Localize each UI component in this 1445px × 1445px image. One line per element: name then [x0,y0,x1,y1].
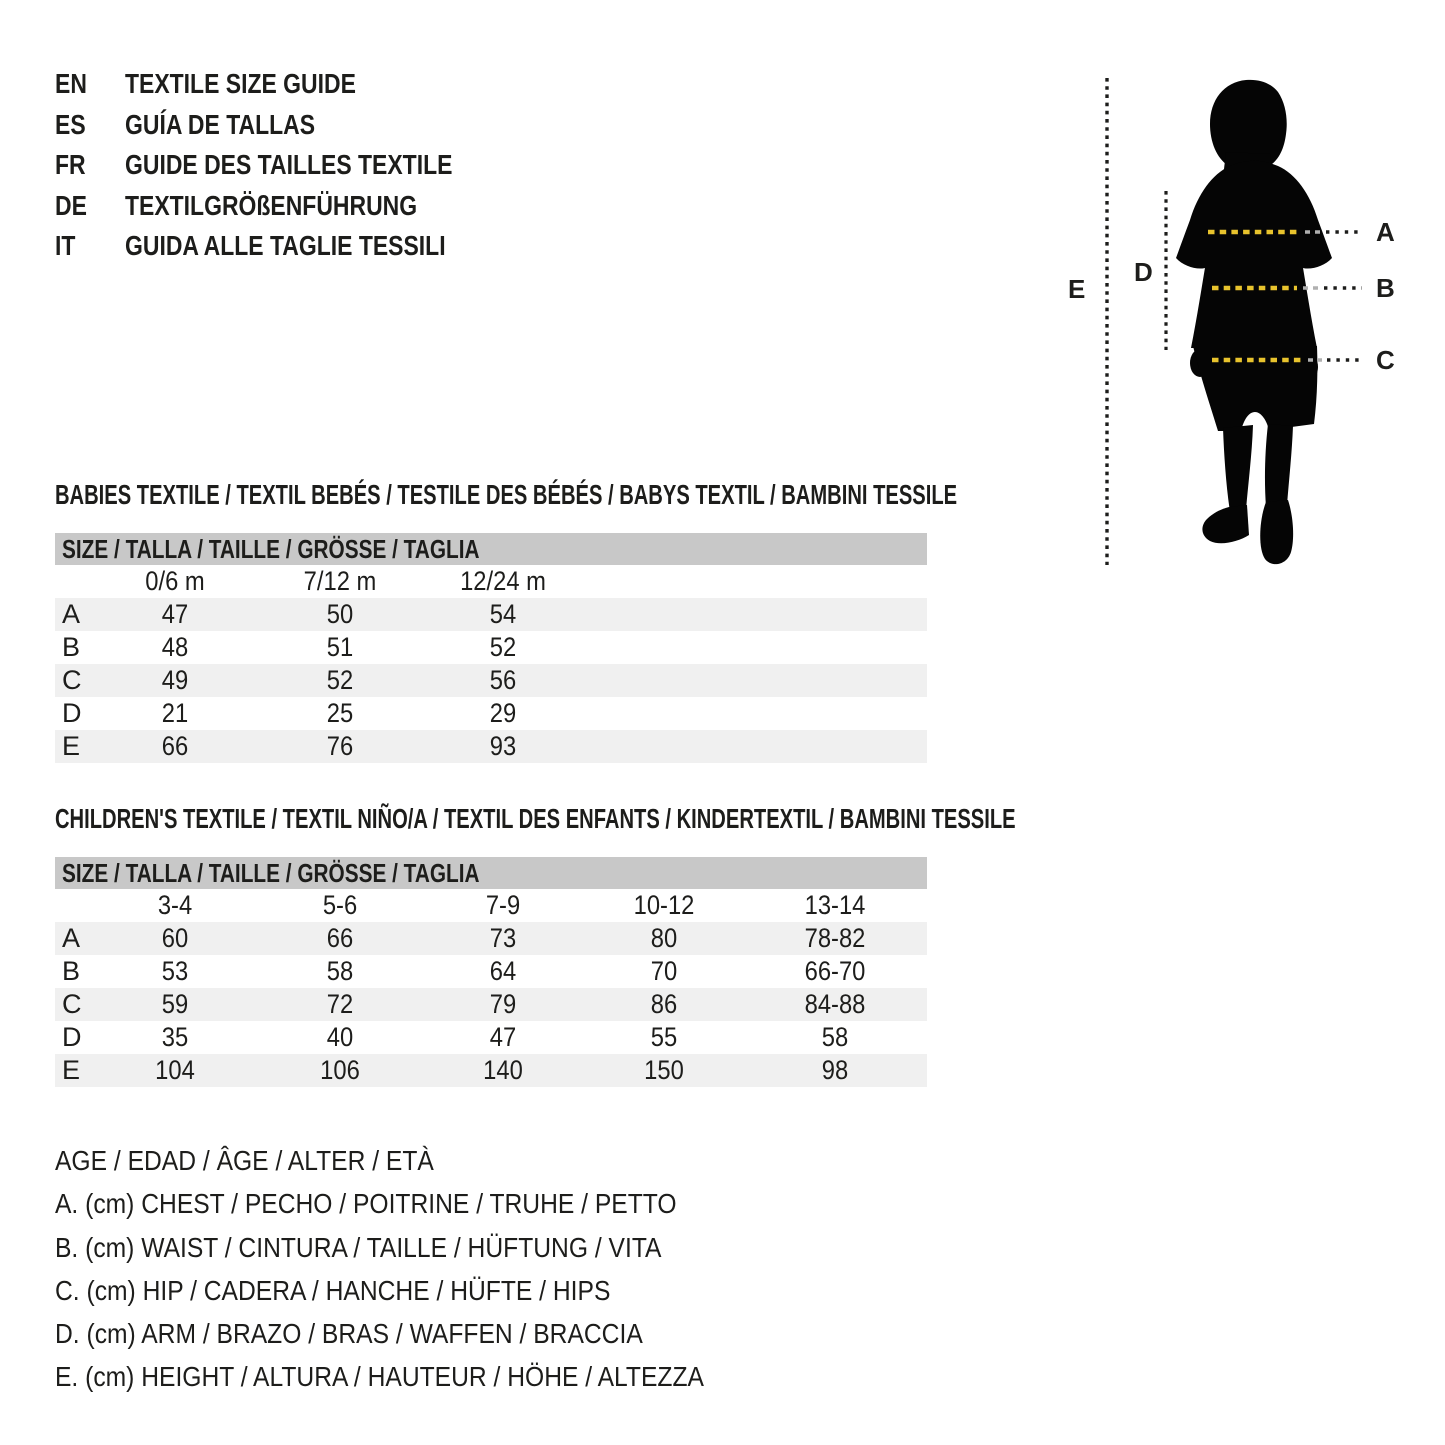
babies-row-d [55,697,927,730]
child-silhouette-figure [1050,60,1445,600]
children-row-c [55,988,927,1021]
legend-hip [55,1269,792,1312]
babies-size-header-bar [55,533,927,565]
babies-size-table [55,533,927,763]
table-cell: 64 [489,956,517,986]
table-cell: 66 [326,923,354,953]
row-label: B [62,632,81,662]
children-size-table [55,857,927,1087]
table-cell: 29 [489,698,517,728]
table-cell: 93 [489,731,517,761]
table-cell: 52 [489,632,517,662]
guide-title-es: GUÍA DE TALLAS [125,108,316,140]
children-column-header: 13-14 [804,890,866,920]
table-cell: 60 [161,923,189,953]
table-cell: 21 [161,698,189,728]
language-code-es: ES [55,108,86,140]
silhouette-left-foot [1202,505,1249,543]
table-cell: 55 [650,1022,678,1052]
table-cell: 73 [489,923,517,953]
legend-arm-text: D. (cm) ARM / BRAZO / BRAS / WAFFEN / BRACCIA [55,1318,643,1350]
legend-hip-text: C. (cm) HIP / CADERA / HANCHE / HÜFTE / HIPS [55,1274,611,1306]
legend-waist-text: B. (cm) WAIST / CINTURA / TAILLE / HÜFTUNG / VITA [55,1231,662,1263]
children-row-e [55,1054,927,1087]
row-label: E [62,731,81,761]
table-cell: 58 [326,956,354,986]
row-label: D [62,1022,82,1052]
table-cell: 78-82 [804,923,866,953]
row-label: E [62,1055,81,1085]
legend-chest [55,1182,792,1225]
table-cell: 53 [161,956,189,986]
row-label: B [62,956,81,986]
table-cell: 72 [326,989,354,1019]
children-column-header: 5-6 [322,890,358,920]
table-cell: 76 [326,731,354,761]
babies-column-header: 12/24 m [460,566,546,596]
table-cell: 150 [644,1055,684,1085]
table-cell: 25 [326,698,354,728]
children-column-header: 7-9 [485,890,521,920]
legend-height [55,1355,792,1398]
legend-chest-text: A. (cm) CHEST / PECHO / POITRINE / TRUHE / PETTO [55,1188,677,1220]
measurement-legend [55,1139,792,1399]
children-row-d [55,1021,927,1054]
children-column-header-row [55,889,927,922]
table-cell: 104 [155,1055,195,1085]
guide-title-en: TEXTILE SIZE GUIDE [125,68,356,99]
table-cell: 80 [650,923,678,953]
language-code-fr: FR [55,149,86,180]
table-cell: 66 [161,731,189,761]
babies-row-b [55,631,927,664]
babies-row-e [55,730,927,763]
table-cell: 54 [489,599,517,629]
table-cell: 47 [489,1022,517,1052]
children-row-b [55,955,927,988]
figure-label-a: A [1376,217,1395,247]
babies-row-c [55,664,927,697]
silhouette-shirt [1176,161,1332,348]
table-cell: 40 [326,1022,354,1052]
silhouette-right-foot [1260,500,1293,564]
children-row-a [55,922,927,955]
table-cell: 66-70 [804,956,866,986]
row-label: A [62,599,81,629]
language-code-en: EN [55,68,87,99]
row-label: A [62,923,81,953]
babies-size-header-text: SIZE / TALLA / TAILLE / GRÖSSE / TAGLIA [62,534,480,564]
children-size-header-text: SIZE / TALLA / TAILLE / GRÖSSE / TAGLIA [62,858,480,888]
table-cell: 106 [320,1055,360,1085]
babies-row-a [55,598,927,631]
table-cell: 59 [161,989,189,1019]
row-label: C [62,665,82,695]
table-cell: 140 [483,1055,523,1085]
children-column-header: 3-4 [157,890,193,920]
babies-table-title-text: BABIES TEXTILE / TEXTIL BEBÉS / TESTILE DES BÉBÉS / BABYS TEXTIL / BAMBINI TESSILE [55,479,958,510]
babies-column-header: 7/12 m [303,566,377,596]
babies-table-title [55,481,1308,509]
table-cell: 50 [326,599,354,629]
legend-age [55,1139,792,1182]
table-cell: 35 [161,1022,189,1052]
table-cell: 84-88 [804,989,866,1019]
legend-arm [55,1312,792,1355]
table-cell: 86 [650,989,678,1019]
table-cell: 58 [821,1022,849,1052]
table-cell: 48 [161,632,189,662]
language-code-it: IT [55,230,76,261]
table-cell: 98 [821,1055,849,1085]
figure-label-d: D [1134,257,1153,287]
figure-label-c: C [1376,345,1395,375]
figure-label-e: E [1068,274,1086,304]
table-cell: 52 [326,665,354,695]
babies-column-header-row [55,565,927,598]
children-table-title-text: CHILDREN'S TEXTILE / TEXTIL NIÑO/A / TEXTIL DES ENFANTS / KINDERTEXTIL / BAMBINI TESSILE [55,803,1016,834]
children-table-title [55,805,1389,833]
table-cell: 47 [161,599,189,629]
legend-age-text: AGE / EDAD / ÂGE / ALTER / ETÀ [55,1145,434,1176]
legend-waist [55,1226,792,1269]
row-label: D [62,698,82,728]
table-cell: 51 [326,632,354,662]
babies-column-header: 0/6 m [145,566,205,596]
table-cell: 70 [650,956,678,986]
legend-height-text: E. (cm) HEIGHT / ALTURA / HAUTEUR / HÖHE / ALTEZZA [55,1361,704,1393]
children-column-header: 10-12 [633,890,695,920]
guide-title-fr: GUIDE DES TAILLES TEXTILE [125,149,453,180]
row-label: C [62,989,82,1019]
guide-title-de: TEXTILGRÖßENFÜHRUNG [125,189,418,221]
table-cell: 56 [489,665,517,695]
table-cell: 49 [161,665,189,695]
children-size-header-bar [55,857,927,889]
guide-title-it: GUIDA ALLE TAGLIE TESSILI [125,230,446,261]
figure-label-b: B [1376,273,1395,303]
language-code-de: DE [55,189,87,221]
table-cell: 79 [489,989,517,1019]
